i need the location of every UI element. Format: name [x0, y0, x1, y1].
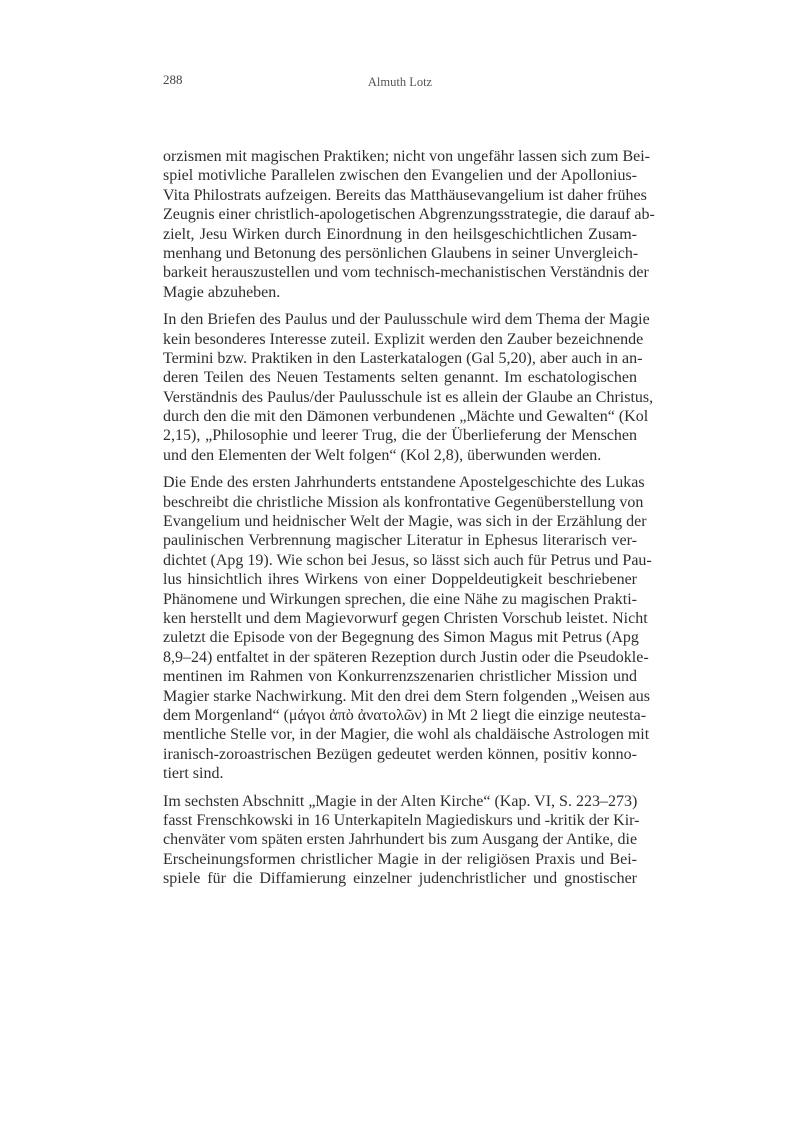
text-line: fasst Frenschkowski in 16 Unterkapiteln Magiediskurs und -kritik der Kir- — [163, 811, 640, 829]
text-line: Im sechsten Abschnitt „Magie in der Alten Kirche“ (Kap. VI, S. 223–273) — [163, 792, 638, 810]
text-line: durch den die mit den Dämonen verbundenen „Mächte und Gewalten“ (Kol — [163, 408, 649, 426]
text-line: zuletzt die Episode von der Begegnung des Simon Magus mit Petrus (Apg — [163, 629, 639, 647]
text-line: In den Briefen des Paulus und der Paulusschule wird dem Thema der Magie — [163, 311, 650, 329]
text-line: zielt, Jesu Wirken durch Einordnung in den heilsgeschichtlichen Zusam- — [163, 225, 637, 243]
text-line: und den Elementen der Welt folgen“ (Kol 2,8), überwunden werden. — [163, 446, 602, 464]
text-line: tiert sind. — [163, 765, 224, 783]
text-line: chenväter vom späten ersten Jahrhundert bis zum Ausgang der Antike, die — [163, 831, 638, 849]
text-line: dem Morgenland“ (μάγοι ἀπὸ ἀνατολῶν) in Mt 2 liegt die einzige neutesta- — [163, 706, 647, 724]
text-line: spiele für die Diffamierung einzelner judenchristlicher und gnostischer — [163, 870, 637, 888]
text-line: Magier starke Nachwirkung. Mit den drei dem Stern folgenden „Weisen aus — [163, 687, 651, 705]
text-line: kein besonderes Interesse zuteil. Explizit werden den Zauber bezeichnende — [163, 330, 644, 348]
text-line: Vita Philostrats aufzeigen. Bereits das Matthäusevangelium ist daher frühes — [163, 186, 647, 204]
text-line: mentliche Stelle vor, in der Magier, die wohl als chaldäische Astrologen mit — [163, 726, 650, 744]
text-line: Evangelium und heidnischer Welt der Magie, was sich in der Erzählung der — [163, 513, 647, 531]
text-line: Zeugnis einer christlich-apologetischen Abgrenzungsstrategie, die darauf ab- — [163, 206, 655, 224]
text-line: mentinen im Rahmen von Konkurrenzszenarien christlicher Mission und — [163, 668, 637, 686]
text-line: spiel motivliche Parallelen zwischen den Evangelien und der Apollonius- — [163, 167, 637, 185]
text-line: Termini bzw. Praktiken in den Lasterkatalogen (Gal 5,20), aber auch in an- — [163, 349, 643, 367]
text-line: Magie abzuheben. — [163, 283, 281, 301]
text-line: barkeit herauszustellen und vom technisch-mechanistischen Verständnis der — [163, 264, 649, 282]
text-line: deren Teilen des Neuen Testaments selten genannt. Im eschatologischen — [163, 369, 637, 387]
text-line: 8,9–24) entfaltet in der späteren Rezeption durch Justin oder die Pseudokle- — [163, 648, 649, 666]
text-line: orzismen mit magischen Praktiken; nicht von ungefähr lassen sich zum Bei- — [163, 148, 650, 165]
text-line: Erscheinungsformen christlicher Magie in der religiösen Praxis und Bei- — [163, 850, 637, 868]
text-line: dichtet (Apg 19). Wie schon bei Jesus, so lässt sich auch für Petrus und Pau- — [163, 551, 652, 569]
text-line: paulinischen Verbrennung magischer Literatur in Ephesus literarisch ver- — [163, 532, 637, 550]
text-line: lus hinsichtlich ihres Wirkens von einer Doppeldeutigkeit beschriebener — [163, 571, 637, 589]
running-head-author: Almuth Lotz — [367, 75, 433, 89]
text-line: iranisch-zoroastrischen Bezügen gedeutet werden können, positiv konno- — [163, 745, 637, 763]
body-text — [163, 147, 655, 896]
paragraph — [163, 473, 652, 783]
paragraph — [163, 792, 640, 889]
text-line: beschreibt die christliche Mission als konfrontative Gegenüberstellung von — [163, 493, 644, 511]
text-line: Verständnis des Paulus/der Paulusschule ist es allein der Glaube an Christus, — [163, 388, 654, 406]
text-line: Die Ende des ersten Jahrhunderts entstandene Apostelgeschichte des Lukas — [163, 474, 645, 492]
page-number: 288 — [163, 72, 183, 87]
text-line: menhang und Betonung des persönlichen Glaubens in seiner Unvergleich- — [163, 244, 639, 262]
text-line: ken herstellt und dem Magievorwurf gegen Christen Vorschub leistet. Nicht — [163, 609, 648, 627]
text-line: Phänomene und Wirkungen sprechen, die eine Nähe zu magischen Prakti- — [163, 590, 637, 608]
paragraph — [163, 310, 654, 465]
text-line: 2,15), „Philosophie und leerer Trug, die der Überlieferung der Menschen — [163, 427, 637, 445]
paragraph — [163, 147, 655, 302]
